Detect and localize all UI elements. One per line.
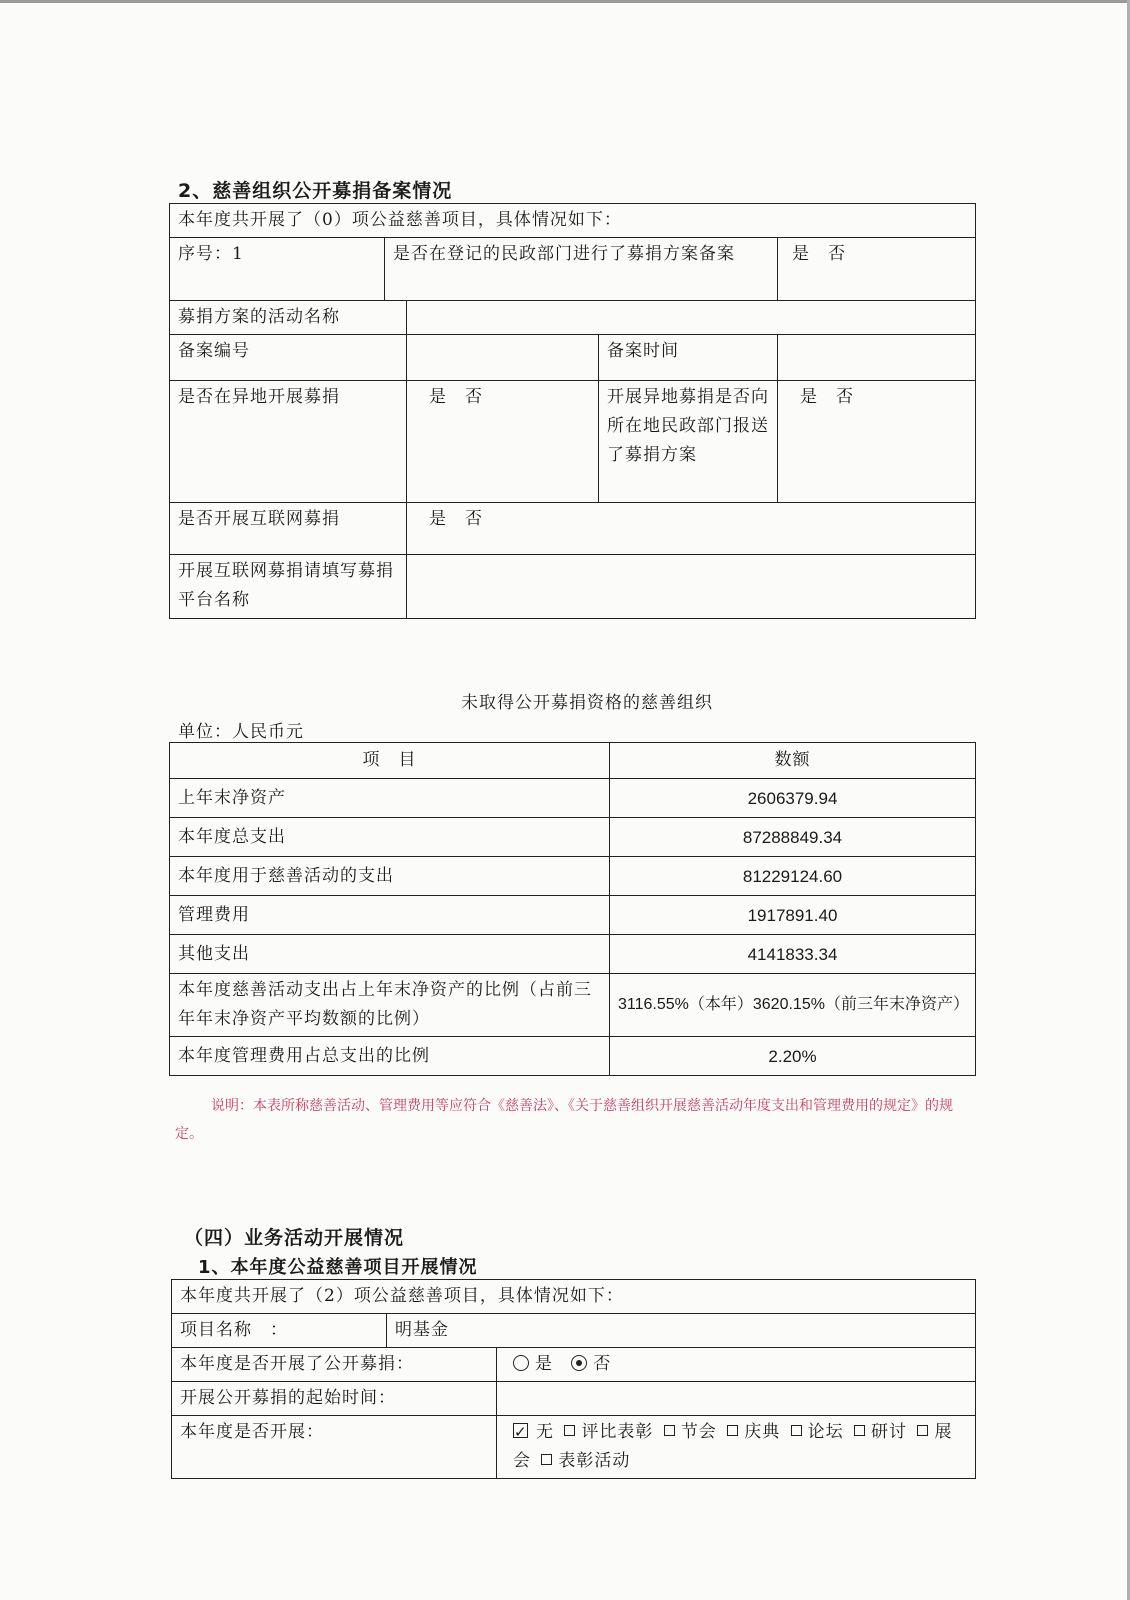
project-name-value: 明基金 [387, 1314, 976, 1348]
finance-row-label: 本年度用于慈善活动的支出 [170, 857, 610, 896]
project-intro: 本年度共开展了（2）项公益慈善项目，具体情况如下： [172, 1280, 976, 1314]
finance-row-value: 3116.55%（本年）3620.15%（前三年末净资产） [610, 974, 976, 1037]
checkbox[interactable] [541, 1454, 552, 1465]
col-amount-header: 数额 [610, 743, 976, 779]
finance-row-label: 管理费用 [170, 896, 610, 935]
finance-table [169, 742, 976, 1076]
activity-option: 评比表彰 [581, 1422, 654, 1442]
activity-name-label: 募捐方案的活动名称 [170, 301, 407, 335]
finance-row-label: 本年度总支出 [170, 818, 610, 857]
checkbox[interactable] [664, 1425, 675, 1436]
start-time-label: 开展公开募捐的起始时间： [172, 1382, 497, 1416]
activity-option: 无 [536, 1422, 554, 1442]
checkbox[interactable] [854, 1425, 865, 1436]
activity-option: 节会 [680, 1422, 717, 1442]
offsite-report-label: 开展异地募捐是否向所在地民政部门报送了募捐方案 [599, 381, 778, 503]
activity-option: 展会 [513, 1422, 953, 1471]
checkbox-checked[interactable] [513, 1423, 528, 1438]
finance-row-label: 本年度慈善活动支出占上年末净资产的比例（占前三年年末净资产平均数额的比例） [170, 974, 610, 1037]
platform-value [407, 555, 976, 619]
project-table [171, 1279, 976, 1479]
activity-name-value [407, 301, 976, 335]
project-name-label: 项目名称 ： [172, 1314, 387, 1348]
radio-no[interactable] [571, 1355, 587, 1371]
checkbox[interactable] [564, 1425, 575, 1436]
checkbox[interactable] [727, 1425, 738, 1436]
col-item-header: 项 目 [170, 743, 610, 779]
filing-time-value [778, 335, 976, 381]
activity-option: 庆典 [744, 1422, 781, 1442]
finance-row-value: 2606379.94 [610, 779, 976, 818]
checkbox[interactable] [791, 1425, 802, 1436]
filing-no-value [407, 335, 599, 381]
public-fundraising-label: 本年度是否开展了公开募捐： [172, 1348, 497, 1382]
finance-title: 未取得公开募捐资格的慈善组织 [461, 693, 713, 713]
internet-yes-no: 是 否 [407, 503, 976, 555]
radio-yes-label: 是 [535, 1354, 553, 1374]
offsite-report-yes-no: 是 否 [778, 381, 976, 503]
page-edge-top [0, 0, 1130, 3]
offsite-yes-no: 是 否 [407, 381, 599, 503]
radio-yes[interactable] [513, 1355, 529, 1371]
filing-intro: 本年度共开展了（0）项公益慈善项目，具体情况如下： [170, 204, 976, 238]
filed-question: 是否在登记的民政部门进行了募捐方案备案 [385, 238, 778, 301]
filing-time-label: 备案时间 [599, 335, 778, 381]
section-heading: （四）业务活动开展情况 [184, 1227, 405, 1249]
finance-row-value: 81229124.60 [610, 857, 976, 896]
activity-option: 研讨 [871, 1422, 908, 1442]
finance-row-label: 其他支出 [170, 935, 610, 974]
filed-yes-no: 是 否 [778, 238, 976, 301]
internet-label: 是否开展互联网募捐 [170, 503, 407, 555]
finance-row-value: 4141833.34 [610, 935, 976, 974]
serial-number: 序号：1 [170, 238, 385, 301]
activity-option: 论坛 [807, 1422, 844, 1442]
unit-label: 单位：人民币元 [178, 722, 304, 742]
offsite-label: 是否在异地开展募捐 [170, 381, 407, 503]
activities-options [497, 1416, 976, 1479]
activities-label: 本年度是否开展： [172, 1416, 497, 1479]
finance-row-label: 上年末净资产 [170, 779, 610, 818]
finance-note: 说明：本表所称慈善活动、管理费用等应符合《慈善法》、《关于慈善组织开展慈善活动年度支出和管理费用的规定》的规定。 [175, 1098, 953, 1142]
platform-label: 开展互联网募捐请填写募捐平台名称 [170, 555, 407, 619]
checkbox[interactable] [917, 1425, 928, 1436]
finance-row-value: 87288849.34 [610, 818, 976, 857]
public-fundraising-options [497, 1348, 976, 1382]
fundraising-filing-table [169, 203, 976, 619]
section-heading: 2、慈善组织公开募捐备案情况 [178, 180, 453, 202]
finance-row-value: 2.20% [610, 1037, 976, 1076]
start-time-value [497, 1382, 976, 1416]
radio-no-label: 否 [593, 1354, 612, 1374]
filing-no-label: 备案编号 [170, 335, 407, 381]
finance-row-label: 本年度管理费用占总支出的比例 [170, 1037, 610, 1076]
finance-row-value: 1917891.40 [610, 896, 976, 935]
section-subheading: 1、本年度公益慈善项目开展情况 [198, 1257, 478, 1278]
activity-option: 表彰活动 [558, 1451, 631, 1471]
